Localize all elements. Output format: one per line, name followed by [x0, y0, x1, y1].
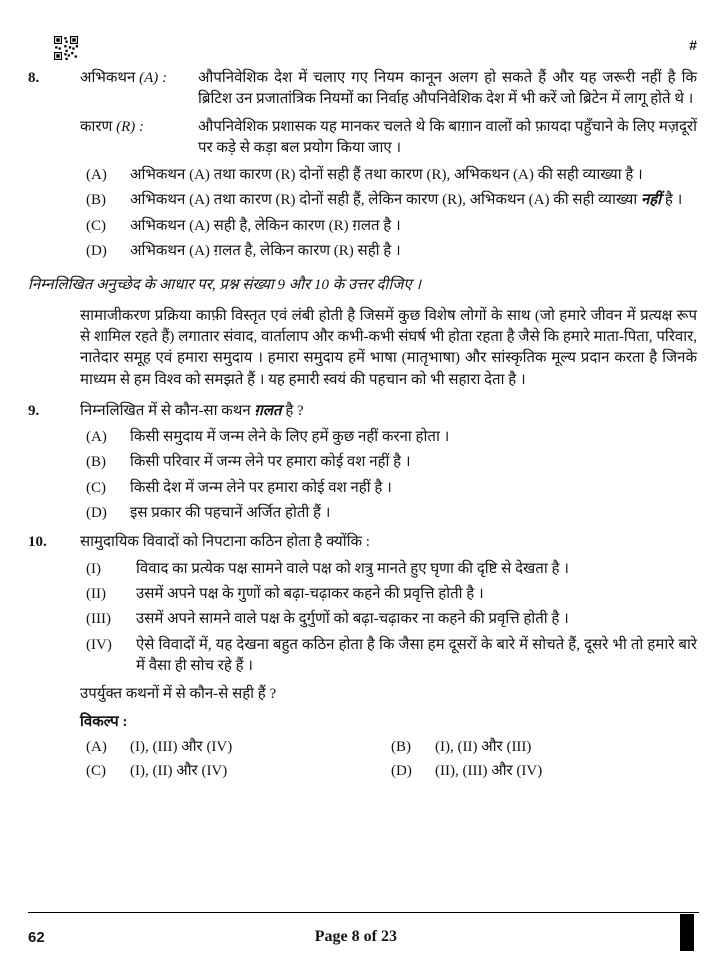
statement-row — [80, 635, 697, 678]
option-label: (B) — [86, 454, 106, 471]
option-label: (D) — [391, 763, 412, 780]
question-9 — [28, 401, 697, 528]
page-header — [28, 36, 697, 60]
statement-text: उसमें अपने पक्ष के गुणों को बढ़ा-चढ़ाकर कहने की प्रवृत्ति होती है । — [136, 585, 484, 602]
question-text: सामुदायिक विवादों को निपटाना कठिन होता है क्योंकि : — [80, 534, 370, 551]
option-text: अभिकथन (A) तथा कारण (R) दोनों सही हैं, लेकिन कारण (R), अभिकथन (A) की सही व्याख्या नहीं है । — [130, 192, 683, 209]
reason-row — [80, 117, 697, 160]
footer-page-label: Page 8 of 23 — [314, 928, 397, 946]
footer-divider — [28, 912, 699, 913]
option-text: (I), (II) और (III) — [435, 738, 532, 755]
option-label: (D) — [86, 505, 107, 522]
option-row — [80, 737, 385, 758]
statement-label: (IV) — [86, 636, 112, 653]
question-number: 9. — [28, 402, 40, 419]
statement-text: उसमें अपने सामने वाले पक्ष के दुर्गुणों को बढ़ा-चढ़ाकर ना कहने की प्रवृत्ति होती है । — [136, 611, 569, 628]
option-row — [80, 241, 697, 262]
statement-row — [80, 559, 697, 580]
options-grid — [80, 737, 697, 783]
option-row — [80, 503, 697, 524]
option-label: (B) — [391, 738, 411, 755]
hash-symbol: # — [689, 37, 697, 53]
footer-black-bar — [680, 914, 694, 951]
option-text: अभिकथन (A) ग़लत है, लेकिन कारण (R) सही है । — [130, 243, 401, 260]
options-grid-row — [80, 761, 697, 782]
followup-question: उपर्युक्त कथनों में से कौन-से सही हैं ? — [80, 686, 277, 703]
statement-label: (I) — [86, 560, 101, 577]
statement-row — [80, 609, 697, 630]
option-row — [80, 216, 697, 237]
option-row — [80, 190, 697, 211]
option-text: इस प्रकार की पहचानें अर्जित होती हैं । — [130, 505, 331, 522]
option-row — [385, 761, 697, 782]
option-row — [80, 427, 697, 448]
option-row — [80, 452, 697, 473]
statement-label: (III) — [86, 611, 111, 628]
passage-text: सामाजीकरण प्रक्रिया काफ़ी विस्तृत एवं लंबी होती है जिसमें कुछ विशेष लोगों के साथ (जो हमारे जीवन में प्रत्यक्ष रूप से शामिल रहते हैं) लगातार संवाद, वार्तालाप और कभी-कभी संघर्ष भी होता रहता है जैसे कि हमारे माता-पिता, परिवार, नातेदार समूह एवं हमारा समुदाय । हमारा समुदाय हमें भाषा (मातृभाषा) और सांस्कृतिक मूल्य प्रदान करता है जिनके माध्यम से हम विश्व को समझते हैं । यह हमारी स्वयं की पहचान को भी सहारा देता है । — [80, 307, 697, 388]
question-body — [80, 401, 697, 528]
option-label: (A) — [86, 167, 107, 184]
assertion-text: औपनिवेशिक देश में चलाए गए नियम कानून अलग हो सकते हैं और यह जरूरी नहीं है कि ब्रिटिश उन प्रजातांत्रिक नियमों का निर्वाह औपनिवेशिक देश में भी करें जो ब्रिटेन में लागू होते थे । — [198, 70, 697, 108]
question-body — [80, 532, 697, 785]
option-label: (C) — [86, 217, 106, 234]
question-number: 10. — [28, 534, 47, 551]
page-footer — [28, 926, 667, 949]
footer-page-number: 62 — [28, 928, 45, 946]
reason-text: औपनिवेशिक प्रशासक यह मानकर चलते थे कि बाग़ान वालों को फ़ायदा पहुँचाने के लिए मज़दूरों पर कड़े से कड़ा बल प्रयोग किया जाए । — [198, 118, 697, 156]
question-text: निम्नलिखित में से कौन-सा कथन ग़लत है ? — [80, 402, 304, 419]
option-label: (A) — [86, 738, 107, 755]
assertion-row — [80, 68, 697, 111]
option-text: अभिकथन (A) तथा कारण (R) दोनों सही हैं तथा कारण (R), अभिकथन (A) की सही व्याख्या है । — [130, 167, 643, 184]
question-body — [80, 68, 697, 266]
statement-label: (II) — [86, 585, 106, 602]
assertion-label: अभिकथन (A) : — [80, 70, 167, 86]
question-8 — [28, 68, 697, 266]
option-label: (C) — [86, 479, 106, 496]
option-row — [80, 165, 697, 186]
option-row — [385, 737, 697, 758]
statement-text: विवाद का प्रत्येक पक्ष सामने वाले पक्ष को शत्रु मानते हुए घृणा की दृष्टि से देखता है । — [136, 560, 569, 577]
statement-text: ऐसे विवादों में, यह देखना बहुत कठिन होता है कि जैसा हम दूसरों के बारे में सोचते हैं, दूसरे भी तो हमारे बारे में वैसा ही सोच रहे हैं । — [136, 636, 697, 674]
passage-intro: निम्नलिखित अनुच्छेद के आधार पर, प्रश्न संख्या 9 और 10 के उत्तर दीजिए । — [28, 277, 422, 294]
reason-label: कारण (R) : — [80, 118, 145, 135]
option-text: किसी परिवार में जन्म लेने पर हमारा कोई वश नहीं है । — [130, 454, 411, 471]
question-number: 8. — [28, 70, 40, 86]
option-label: (D) — [86, 243, 107, 260]
question-10 — [28, 532, 697, 785]
option-label: (A) — [86, 429, 107, 446]
option-text: किसी देश में जन्म लेने पर हमारा कोई वश नहीं है । — [130, 479, 392, 496]
option-text: अभिकथन (A) सही है, लेकिन कारण (R) ग़लत है । — [130, 217, 401, 234]
options-grid-row — [80, 737, 697, 758]
option-text: (II), (III) और (IV) — [435, 763, 543, 780]
option-label: (B) — [86, 192, 106, 209]
option-row — [80, 478, 697, 499]
statement-row — [80, 584, 697, 605]
option-text: (I), (III) और (IV) — [130, 738, 233, 755]
options-heading: विकल्प : — [80, 714, 128, 731]
option-row — [80, 761, 385, 782]
option-text: किसी समुदाय में जन्म लेने के लिए हमें कुछ नहीं करना होता । — [130, 429, 450, 446]
option-text: (I), (II) और (IV) — [130, 763, 228, 780]
qr-code-icon — [54, 36, 78, 60]
option-label: (C) — [86, 763, 106, 780]
